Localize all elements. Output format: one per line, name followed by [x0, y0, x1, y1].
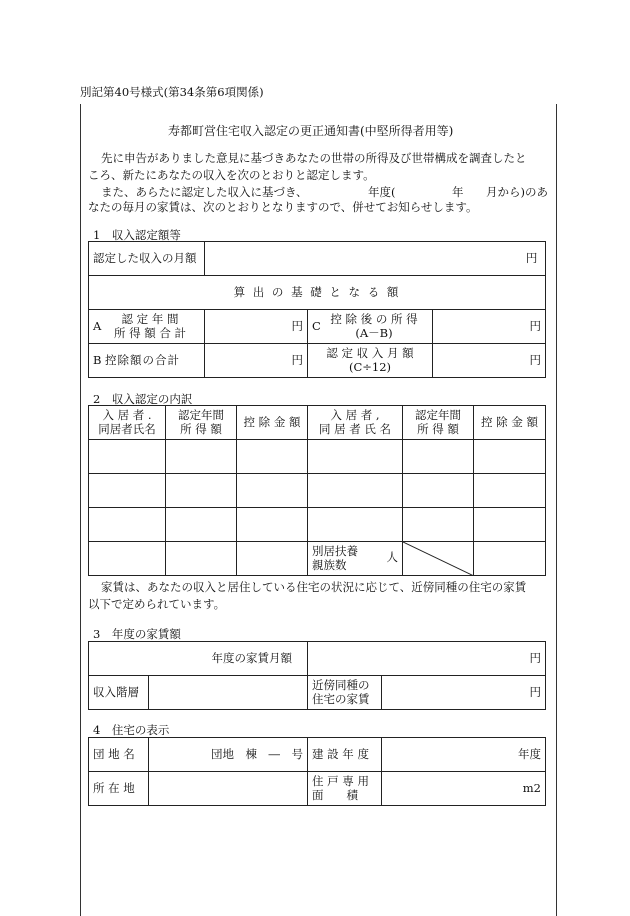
separate-dependents-label	[308, 542, 403, 576]
rent-label-text: 年度の家賃月額	[211, 650, 293, 665]
housing-table	[88, 737, 546, 806]
rent-table	[88, 641, 546, 710]
frame-left-border	[80, 104, 81, 916]
deduction-total-label	[89, 344, 205, 378]
income-after-deduction-label	[308, 310, 433, 344]
letter-a: A	[93, 318, 102, 333]
complex-name-label: 団 地 名	[89, 738, 149, 772]
col-deduction-amount: 控 除 金 額	[237, 406, 308, 440]
income-class-label: 収入階層	[89, 676, 149, 710]
separate-line-2: 親族数	[312, 557, 347, 572]
c-line-1: 控 除 後 の 所 得	[330, 312, 418, 327]
b-label: 控除額の合計	[105, 352, 180, 367]
income-certification-table	[88, 241, 546, 378]
paragraph-1-line-1: 先に申告がありました意見に基づきあなたの世帯の所得及び世帯構成を調査したと	[101, 151, 527, 165]
table-row	[89, 542, 546, 576]
col-income-line-2: 所 得 額	[180, 421, 222, 436]
col-annual-income	[166, 406, 237, 440]
col-resident-name-2	[308, 406, 403, 440]
floor-area-label	[308, 772, 382, 806]
nearby-rent-label	[308, 676, 382, 710]
col-deduction-amount-2: 控 除 金 額	[474, 406, 546, 440]
year-unit: 年度	[518, 746, 541, 761]
table-row	[89, 508, 546, 542]
diagonal-line	[403, 542, 474, 576]
yen-unit: 円	[525, 250, 538, 265]
c-line-2: (A－B)	[355, 325, 393, 340]
col-resident2-line-1: 入 居 者 ,	[330, 408, 380, 423]
paragraph-2-year: 年度(	[368, 185, 396, 199]
rent-monthly-value	[308, 642, 546, 676]
col-annual-income-2	[403, 406, 474, 440]
diagonal-cell	[403, 542, 474, 576]
rent-note-line-2: 以下で定められています。	[88, 597, 226, 611]
col-income-line-1: 認定年間	[178, 408, 224, 423]
section-3-heading: 3 年度の家賃額	[93, 627, 181, 641]
nearby-line-1: 近傍同種の	[312, 678, 370, 693]
document-title: 寿都町営住宅収入認定の更正通知書(中堅所得者用等)	[168, 124, 454, 138]
yen-unit: 円	[529, 684, 541, 699]
paragraph-1-line-2: ころ、新たにあなたの収入を次のとおりと認定します。	[88, 168, 375, 182]
paragraph-2-nen: 年	[452, 185, 464, 199]
yen-unit: 円	[529, 318, 542, 333]
persons-unit: 人	[386, 550, 398, 564]
frame-right-border	[556, 104, 557, 916]
floor-area-value	[382, 772, 546, 806]
yen-unit: 円	[291, 318, 303, 333]
col-resident-line-1: 入 居 者 .	[102, 408, 152, 423]
paragraph-2-line-2: なたの毎月の家賃は、次のとおりとなりますので、併せてお知らせします。	[88, 200, 478, 214]
income-after-deduction-value	[433, 310, 546, 344]
area-unit: m2	[522, 780, 541, 795]
col-resident-line-2: 同居者氏名	[98, 421, 156, 436]
yen-unit: 円	[529, 650, 541, 665]
built-year-value	[382, 738, 546, 772]
paragraph-2-line-1	[101, 184, 308, 200]
certified-monthly-income-label	[308, 344, 433, 378]
monthly-income-value	[205, 242, 546, 276]
d-line-2: (C÷12)	[348, 359, 392, 374]
yen-unit: 円	[529, 352, 542, 367]
nearby-line-2: 住宅の家賃	[312, 691, 370, 706]
rent-note-line-1: 家賃は、あなたの収入と居住している住宅の状況に応じて、近傍同種の住宅の家賃	[101, 580, 527, 594]
separate-line-1: 別居扶養	[312, 544, 358, 559]
letter-b: B	[93, 352, 102, 367]
built-year-label: 建 設 年 度	[308, 738, 382, 772]
income-breakdown-table	[88, 405, 546, 576]
certified-monthly-income-value	[433, 344, 546, 378]
paragraph-2-text-a: また、あらたに認定した収入に基づき、	[101, 185, 308, 199]
complex-name-value: 団地 棟 ― 号	[149, 738, 308, 772]
location-value	[149, 772, 308, 806]
annual-income-total-value	[205, 310, 308, 344]
nearby-rent-value	[382, 676, 546, 710]
col-resident-name	[89, 406, 166, 440]
deduction-total-value	[205, 344, 308, 378]
section-2-heading: 2 収入認定の内訳	[93, 392, 193, 406]
paragraph-1	[88, 150, 554, 184]
col-income2-line-1: 認定年間	[415, 408, 461, 423]
section-4-heading: 4 住宅の表示	[93, 723, 170, 737]
a-line-1: 認 定 年 間	[121, 312, 179, 327]
table-row	[89, 440, 546, 474]
area-line-1: 住 戸 専 用	[312, 774, 369, 789]
col-resident2-line-2: 同 居 者 氏 名	[318, 421, 392, 436]
table-row	[89, 474, 546, 508]
location-label: 所 在 地	[89, 772, 149, 806]
rent-monthly-label	[89, 642, 308, 676]
area-line-2: 面 積	[312, 787, 358, 802]
paragraph-2-month: 月から)のあ	[486, 185, 548, 199]
letter-c: C	[312, 318, 321, 333]
col-income2-line-2: 所 得 額	[417, 421, 459, 436]
basis-heading: 算 出 の 基 礎 と な る 額	[89, 276, 546, 310]
annual-income-total-label	[89, 310, 205, 344]
form-number: 別記第40号様式(第34条第6項関係)	[80, 85, 264, 99]
monthly-income-label: 認定した収入の月額	[89, 242, 205, 276]
yen-unit: 円	[291, 352, 303, 367]
section-1-heading: 1 収入認定額等	[93, 228, 181, 242]
a-line-2: 所 得 額 合 計	[113, 325, 187, 340]
income-class-value	[149, 676, 308, 710]
d-line-1: 認 定 収 入 月 額	[326, 346, 414, 361]
